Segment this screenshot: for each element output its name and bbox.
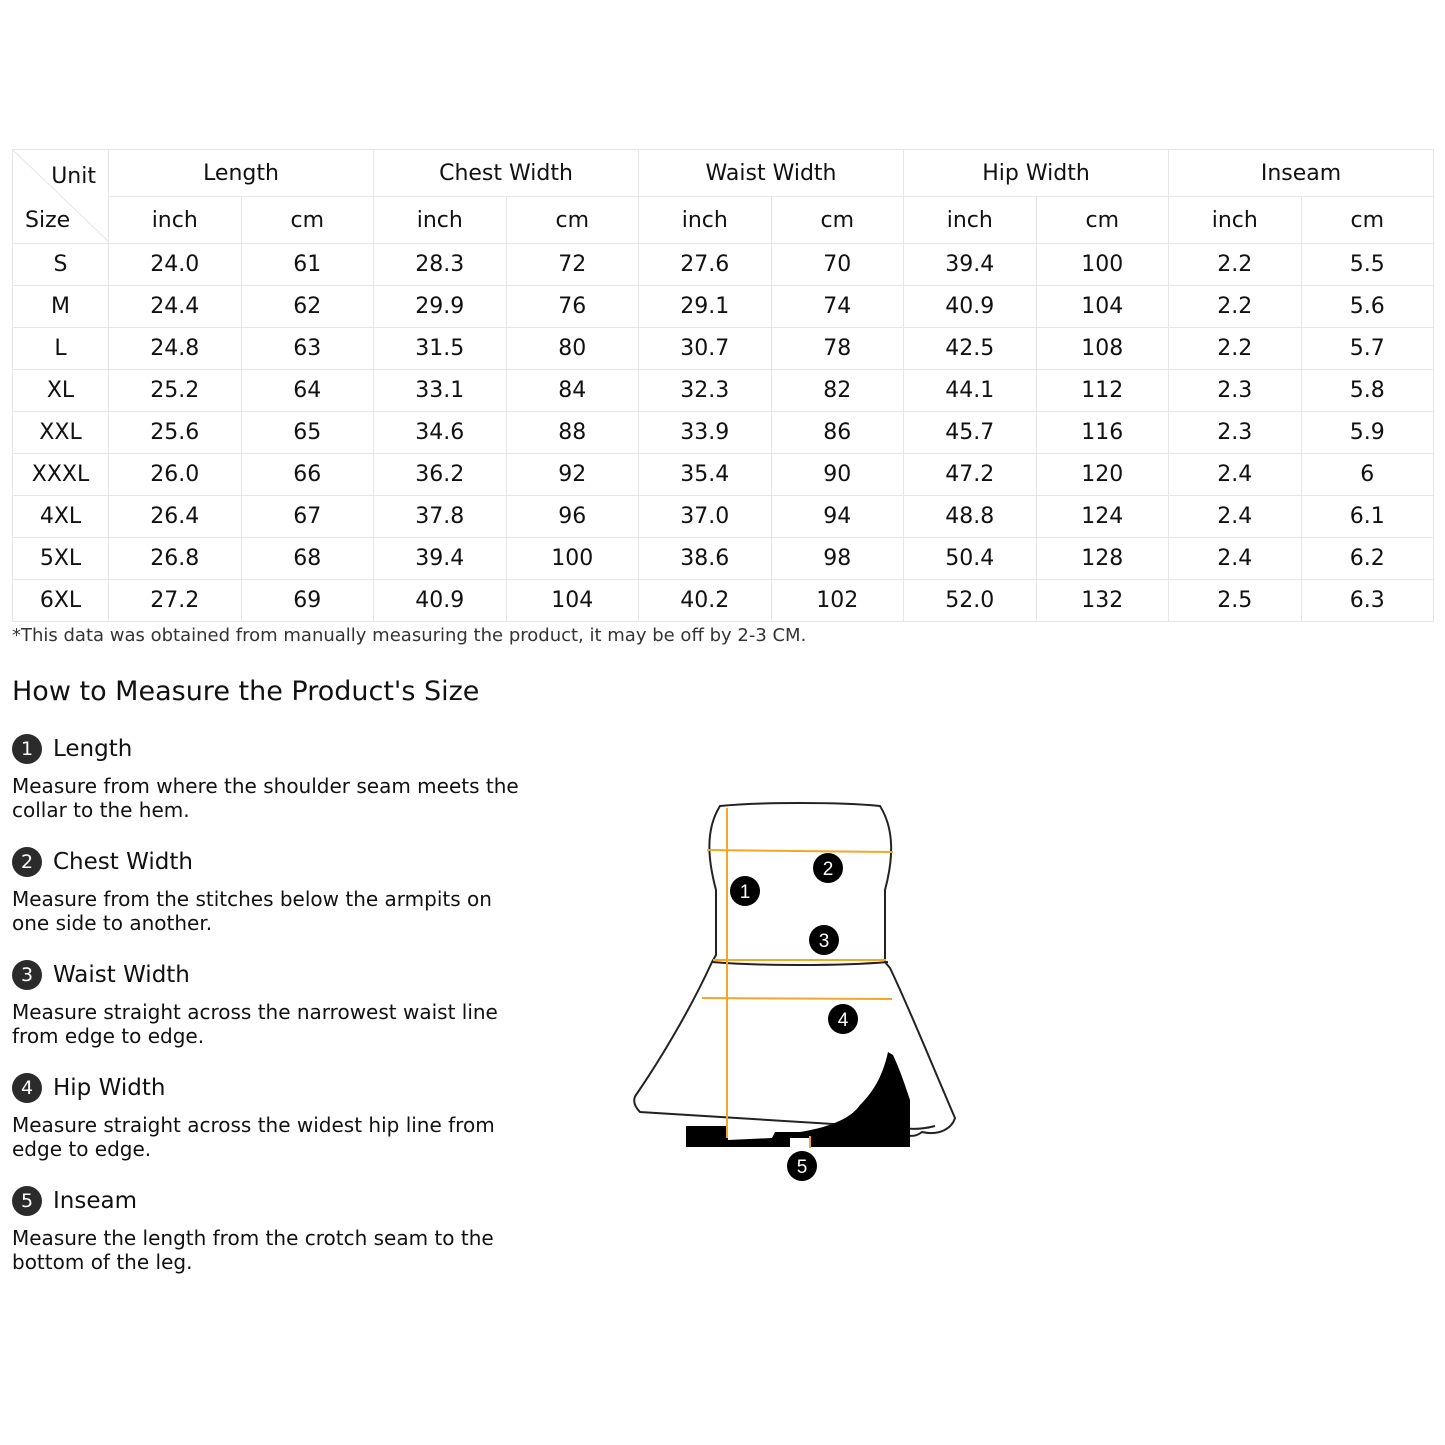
step-title: Chest Width bbox=[53, 849, 193, 875]
value-cell: 5.7 bbox=[1301, 328, 1434, 370]
value-cell: 36.2 bbox=[374, 454, 507, 496]
step-number-badge: 3 bbox=[12, 960, 42, 990]
value-cell: 48.8 bbox=[904, 496, 1037, 538]
hip-line bbox=[702, 998, 892, 999]
value-cell: 61 bbox=[241, 244, 374, 286]
unit-header-cell: cm bbox=[1036, 197, 1169, 244]
value-cell: 76 bbox=[506, 286, 639, 328]
unit-header-cell: cm bbox=[506, 197, 639, 244]
unit-header-cell: inch bbox=[1169, 197, 1302, 244]
value-cell: 5.5 bbox=[1301, 244, 1434, 286]
value-cell: 80 bbox=[506, 328, 639, 370]
value-cell: 6.1 bbox=[1301, 496, 1434, 538]
value-cell: 70 bbox=[771, 244, 904, 286]
marker-1 bbox=[730, 876, 760, 906]
value-cell: 62 bbox=[241, 286, 374, 328]
table-row bbox=[13, 496, 1434, 538]
value-cell: 2.4 bbox=[1169, 454, 1302, 496]
value-cell: 27.6 bbox=[639, 244, 772, 286]
unit-header-cell: inch bbox=[639, 197, 772, 244]
value-cell: 92 bbox=[506, 454, 639, 496]
value-cell: 64 bbox=[241, 370, 374, 412]
step-title: Inseam bbox=[53, 1188, 137, 1214]
value-cell: 2.4 bbox=[1169, 538, 1302, 580]
table-corner-cell bbox=[13, 150, 109, 244]
value-cell: 44.1 bbox=[904, 370, 1037, 412]
value-cell: 37.0 bbox=[639, 496, 772, 538]
value-cell: 24.4 bbox=[109, 286, 242, 328]
svg-text:2: 2 bbox=[822, 859, 834, 880]
value-cell: 86 bbox=[771, 412, 904, 454]
table-row bbox=[13, 454, 1434, 496]
value-cell: 26.8 bbox=[109, 538, 242, 580]
value-cell: 74 bbox=[771, 286, 904, 328]
value-cell: 2.5 bbox=[1169, 580, 1302, 622]
value-cell: 100 bbox=[1036, 244, 1169, 286]
value-cell: 6.3 bbox=[1301, 580, 1434, 622]
value-cell: 31.5 bbox=[374, 328, 507, 370]
step-length bbox=[12, 732, 522, 822]
value-cell: 26.4 bbox=[109, 496, 242, 538]
value-cell: 29.1 bbox=[639, 286, 772, 328]
value-cell: 40.9 bbox=[374, 580, 507, 622]
value-cell: 26.0 bbox=[109, 454, 242, 496]
value-cell: 25.2 bbox=[109, 370, 242, 412]
group-header-hip-width: Hip Width bbox=[904, 150, 1169, 197]
unit-header-cell: cm bbox=[1301, 197, 1434, 244]
group-header-length: Length bbox=[109, 150, 374, 197]
value-cell: 5.8 bbox=[1301, 370, 1434, 412]
table-row bbox=[13, 412, 1434, 454]
marker-4 bbox=[828, 1004, 858, 1034]
value-cell: 47.2 bbox=[904, 454, 1037, 496]
step-description: Measure from the stitches below the armpits on one side to another. bbox=[12, 887, 492, 935]
step-title: Hip Width bbox=[53, 1075, 166, 1101]
value-cell: 35.4 bbox=[639, 454, 772, 496]
value-cell: 82 bbox=[771, 370, 904, 412]
value-cell: 128 bbox=[1036, 538, 1169, 580]
value-cell: 72 bbox=[506, 244, 639, 286]
value-cell: 24.8 bbox=[109, 328, 242, 370]
size-cell: 6XL bbox=[13, 580, 109, 622]
value-cell: 2.3 bbox=[1169, 370, 1302, 412]
value-cell: 124 bbox=[1036, 496, 1169, 538]
step-number-badge: 1 bbox=[12, 734, 42, 764]
value-cell: 32.3 bbox=[639, 370, 772, 412]
value-cell: 78 bbox=[771, 328, 904, 370]
value-cell: 2.4 bbox=[1169, 496, 1302, 538]
value-cell: 33.9 bbox=[639, 412, 772, 454]
step-number-badge: 2 bbox=[12, 847, 42, 877]
size-chart-table bbox=[12, 149, 1434, 622]
step-description: Measure from where the shoulder seam meets the collar to the hem. bbox=[12, 774, 519, 822]
value-cell: 37.8 bbox=[374, 496, 507, 538]
value-cell: 2.2 bbox=[1169, 286, 1302, 328]
svg-text:5: 5 bbox=[796, 1157, 808, 1178]
unit-header-cell: cm bbox=[241, 197, 374, 244]
unit-header-cell: cm bbox=[771, 197, 904, 244]
value-cell: 50.4 bbox=[904, 538, 1037, 580]
value-cell: 5.6 bbox=[1301, 286, 1434, 328]
value-cell: 96 bbox=[506, 496, 639, 538]
table-row bbox=[13, 328, 1434, 370]
step-inseam bbox=[12, 1184, 522, 1274]
value-cell: 116 bbox=[1036, 412, 1169, 454]
step-description: Measure straight across the widest hip line from edge to edge. bbox=[12, 1113, 495, 1161]
value-cell: 65 bbox=[241, 412, 374, 454]
svg-text:4: 4 bbox=[837, 1010, 849, 1031]
value-cell: 40.9 bbox=[904, 286, 1037, 328]
svg-text:3: 3 bbox=[818, 931, 830, 952]
value-cell: 88 bbox=[506, 412, 639, 454]
value-cell: 39.4 bbox=[904, 244, 1037, 286]
value-cell: 100 bbox=[506, 538, 639, 580]
value-cell: 25.6 bbox=[109, 412, 242, 454]
value-cell: 132 bbox=[1036, 580, 1169, 622]
value-cell: 2.2 bbox=[1169, 328, 1302, 370]
marker-3 bbox=[809, 925, 839, 955]
table-row bbox=[13, 538, 1434, 580]
value-cell: 40.2 bbox=[639, 580, 772, 622]
table-row bbox=[13, 286, 1434, 328]
size-cell: 5XL bbox=[13, 538, 109, 580]
group-header-waist-width: Waist Width bbox=[639, 150, 904, 197]
size-cell: XXL bbox=[13, 412, 109, 454]
svg-text:1: 1 bbox=[739, 882, 751, 903]
unit-header-cell: inch bbox=[904, 197, 1037, 244]
value-cell: 112 bbox=[1036, 370, 1169, 412]
value-cell: 120 bbox=[1036, 454, 1169, 496]
guide-title: How to Measure the Product's Size bbox=[12, 676, 480, 707]
size-cell: L bbox=[13, 328, 109, 370]
value-cell: 6.2 bbox=[1301, 538, 1434, 580]
unit-header-cell: inch bbox=[109, 197, 242, 244]
size-cell: S bbox=[13, 244, 109, 286]
value-cell: 108 bbox=[1036, 328, 1169, 370]
step-waist-width bbox=[12, 958, 522, 1048]
step-title: Length bbox=[53, 736, 133, 762]
value-cell: 63 bbox=[241, 328, 374, 370]
size-cell: M bbox=[13, 286, 109, 328]
value-cell: 34.6 bbox=[374, 412, 507, 454]
step-chest-width bbox=[12, 845, 522, 935]
value-cell: 94 bbox=[771, 496, 904, 538]
value-cell: 45.7 bbox=[904, 412, 1037, 454]
step-number-badge: 5 bbox=[12, 1186, 42, 1216]
value-cell: 104 bbox=[1036, 286, 1169, 328]
corner-unit-label: Unit bbox=[51, 164, 96, 189]
value-cell: 90 bbox=[771, 454, 904, 496]
value-cell: 33.1 bbox=[374, 370, 507, 412]
size-cell: 4XL bbox=[13, 496, 109, 538]
value-cell: 39.4 bbox=[374, 538, 507, 580]
marker-2 bbox=[813, 853, 843, 883]
value-cell: 98 bbox=[771, 538, 904, 580]
unit-header-cell: inch bbox=[374, 197, 507, 244]
value-cell: 52.0 bbox=[904, 580, 1037, 622]
measurement-note: *This data was obtained from manually measuring the product, it may be off by 2-3 CM. bbox=[12, 625, 807, 646]
group-header-chest-width: Chest Width bbox=[374, 150, 639, 197]
value-cell: 2.2 bbox=[1169, 244, 1302, 286]
value-cell: 6 bbox=[1301, 454, 1434, 496]
table-row bbox=[13, 244, 1434, 286]
value-cell: 84 bbox=[506, 370, 639, 412]
size-cell: XXXL bbox=[13, 454, 109, 496]
table-row bbox=[13, 370, 1434, 412]
value-cell: 5.9 bbox=[1301, 412, 1434, 454]
step-hip-width bbox=[12, 1071, 522, 1161]
corner-size-label: Size bbox=[25, 208, 71, 233]
value-cell: 29.9 bbox=[374, 286, 507, 328]
value-cell: 24.0 bbox=[109, 244, 242, 286]
value-cell: 42.5 bbox=[904, 328, 1037, 370]
table-row bbox=[13, 580, 1434, 622]
value-cell: 27.2 bbox=[109, 580, 242, 622]
garment-measurement-diagram bbox=[620, 790, 970, 1190]
value-cell: 38.6 bbox=[639, 538, 772, 580]
value-cell: 28.3 bbox=[374, 244, 507, 286]
size-cell: XL bbox=[13, 370, 109, 412]
value-cell: 30.7 bbox=[639, 328, 772, 370]
value-cell: 68 bbox=[241, 538, 374, 580]
garment-outline bbox=[634, 803, 955, 1136]
group-header-inseam: Inseam bbox=[1169, 150, 1434, 197]
step-description: Measure the length from the crotch seam to the bottom of the leg. bbox=[12, 1226, 494, 1274]
step-title: Waist Width bbox=[53, 962, 190, 988]
step-number-badge: 4 bbox=[12, 1073, 42, 1103]
value-cell: 104 bbox=[506, 580, 639, 622]
value-cell: 66 bbox=[241, 454, 374, 496]
value-cell: 102 bbox=[771, 580, 904, 622]
value-cell: 67 bbox=[241, 496, 374, 538]
marker-5 bbox=[787, 1151, 817, 1181]
step-description: Measure straight across the narrowest waist line from edge to edge. bbox=[12, 1000, 498, 1048]
value-cell: 69 bbox=[241, 580, 374, 622]
value-cell: 2.3 bbox=[1169, 412, 1302, 454]
